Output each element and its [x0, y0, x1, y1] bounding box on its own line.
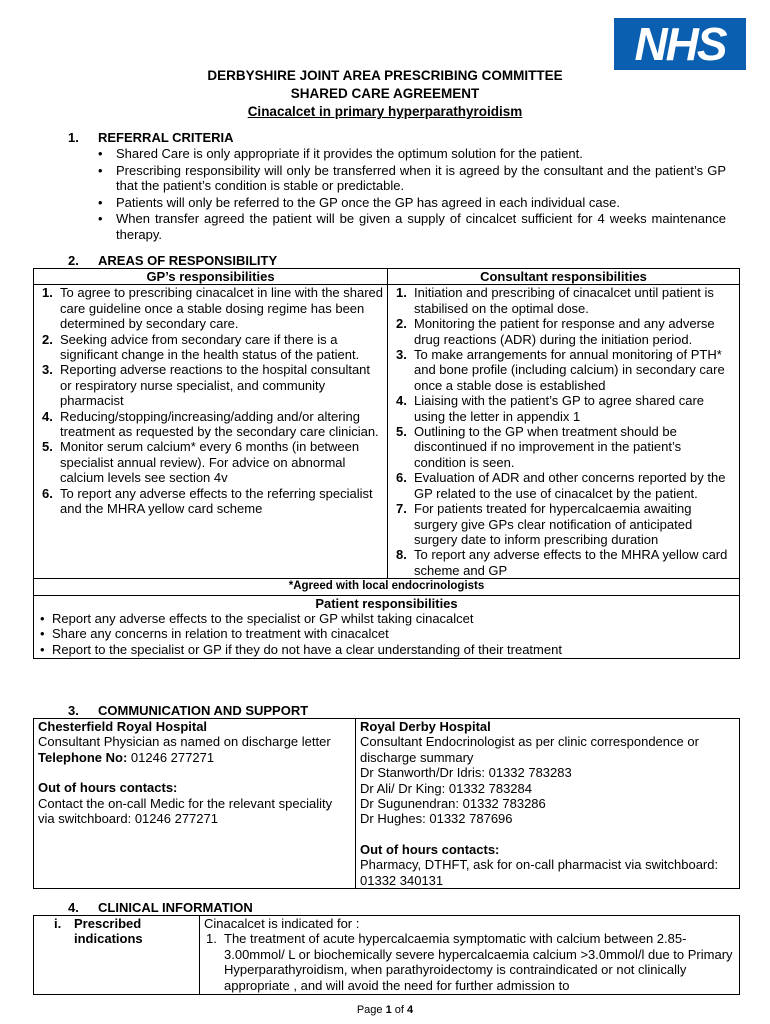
clinical-table [33, 915, 740, 995]
list-item: 4. Reducing/stopping/increasing/adding and/or altering treatment as requested by the secondary care clinician. [42, 408, 379, 440]
gp-responsibilities [34, 285, 388, 579]
document-title: Cinacalcet in primary hyperparathyroidism [247, 104, 523, 119]
telephone: Telephone No: 01246 277271 [38, 749, 215, 765]
list-item: 7. For patients treated for hypercalcaemia awaiting surgery give GPs clear notification of anticipated surgery date to inform prescribing duration [396, 501, 693, 547]
list-item: 1. The treatment of acute hypercalcaemia symptomatic with calcium between 2.85-3.00mmol/ L or biochemically severe hypercalcaemia calcium >3.0mmol/l due to Primary Hyperparathyroidism, when parathyroidectomy is contraindicated or not clinically appropriate , and will avoid the need for further admission to [206, 931, 733, 993]
hospital-name: Chesterfield Royal Hospital [38, 719, 208, 734]
list-item: • Report any adverse effects to the specialist or GP whilst taking cinacalcet [38, 611, 735, 626]
list-item: 8. To report any adverse effects to the MHRA yellow card scheme and GP [396, 547, 728, 578]
agreement-heading: SHARED CARE AGREEMENT [290, 86, 480, 101]
list-item: • Shared Care is only appropriate if it provides the optimum solution for the patient. [96, 146, 726, 162]
patient-responsibilities [34, 595, 740, 659]
consultant-responsibilities [388, 285, 740, 579]
hospital-name: Royal Derby Hospital [360, 719, 491, 734]
section-2-heading: 2. AREAS OF RESPONSIBILITY [68, 253, 278, 268]
committee-heading: DERBYSHIRE JOINT AREA PRESCRIBING COMMITTEE [207, 68, 563, 83]
royal-derby-contacts: Royal Derby Hospital Consultant Endocrinologist as per clinic correspondence or discharge summary Dr Stanworth/Dr Idris: 01332 783283 Dr Ali/ Dr King: 01332 783284 Dr Sugunendran: 01332 783286 Dr Hughes: 01332 787696 Out of hours contacts: Pharmacy, DTHFT, ask for on-call pharmacist via switchboard: 01332 340131 [356, 719, 740, 889]
list-item: 5. Outlining to the GP when treatment should be discontinued if no improvement in the patient’s condition is seen. [396, 424, 682, 470]
list-item: 3. Reporting adverse reactions to the hospital consultant or respiratory nurse specialist, and community pharmacist [42, 362, 371, 409]
list-item: 1. To agree to prescribing cinacalcet in line with the shared care guideline once a stable dosing regime has been determined by secondary care. [42, 285, 384, 332]
list-item: 1. Initiation and prescribing of cinacalcet until patient is stabilised on the optimal dose. [396, 285, 714, 316]
list-item: 6. Evaluation of ADR and other concerns reported by the GP related to the use of cinacalcet by the patient. [396, 470, 726, 501]
list-item: • Share any concerns in relation to treatment with cinacalcet [38, 626, 735, 641]
list-item: 5. Monitor serum calcium* every 6 months (in between specialist annual review). For advice on abnormal calcium levels see section 4v [42, 439, 360, 486]
indications-content-cell: Cinacalcet is indicated for : 1. The treatment of acute hypercalcaemia symptomatic with calcium between 2.85-3.00mmol/ L or biochemically severe hypercalcaemia calcium >3.0mmol/l due to Primary Hyperparathyroidism, when parathyroidectomy is contraindicated or not clinically appropriate , and will avoid the need for further admission to [200, 916, 740, 995]
responsibility-table [33, 268, 740, 659]
section-1-heading: 1. REFERRAL CRITERIA [68, 130, 234, 145]
chesterfield-contacts: Chesterfield Royal Hospital Consultant Physician as named on discharge letter Telephone No: 01246 277271 Out of hours contacts: Contact the on-call Medic for the relevant speciality via switchboard: 01246 277271 [34, 719, 356, 889]
referral-criteria-list [96, 146, 726, 242]
list-item: 2. Seeking advice from secondary care if there is a significant change in the health status of the patient. [42, 331, 360, 363]
list-item: 2. Monitoring the patient for response and any adverse drug reactions (ADR) during the initiation period. [396, 316, 715, 347]
section-4-heading: 4. CLINICAL INFORMATION [68, 900, 253, 915]
endocrinologists-note: *Agreed with local endocrinologists [34, 579, 740, 595]
list-item: • Prescribing responsibility will only be transferred when it is agreed by the consultant and the patient’s GP that the patient’s condition is stable or predictable. [96, 163, 726, 194]
page-number: Page 1 of 4 [356, 1004, 414, 1016]
gp-column-header: GP’s responsibilities [34, 269, 388, 285]
communication-table [33, 718, 740, 889]
indications-label-cell: i. Prescribed indications [34, 916, 200, 995]
consultant-column-header: Consultant responsibilities [388, 269, 740, 285]
nhs-logo: NHS [614, 18, 746, 70]
list-item: 3. To make arrangements for annual monitoring of PTH* and bone profile (including calcium) in secondary care once a stable dose is established [396, 347, 725, 393]
list-item: • When transfer agreed the patient will be given a supply of cincalcet sufficient for 4 weeks maintenance therapy. [96, 211, 726, 242]
section-3-heading: 3. COMMUNICATION AND SUPPORT [68, 703, 309, 718]
list-item: 4. Liaising with the patient’s GP to agree shared care using the letter in appendix 1 [396, 393, 705, 424]
list-item: 6. To report any adverse effects to the referring specialist and the MHRA yellow card scheme [42, 485, 373, 517]
list-item: • Patients will only be referred to the GP once the GP has agreed in each individual case. [96, 195, 726, 211]
patient-header: Patient responsibilities [315, 595, 458, 611]
list-item: • Report to the specialist or GP if they do not have a clear understanding of their treatment [38, 642, 735, 657]
